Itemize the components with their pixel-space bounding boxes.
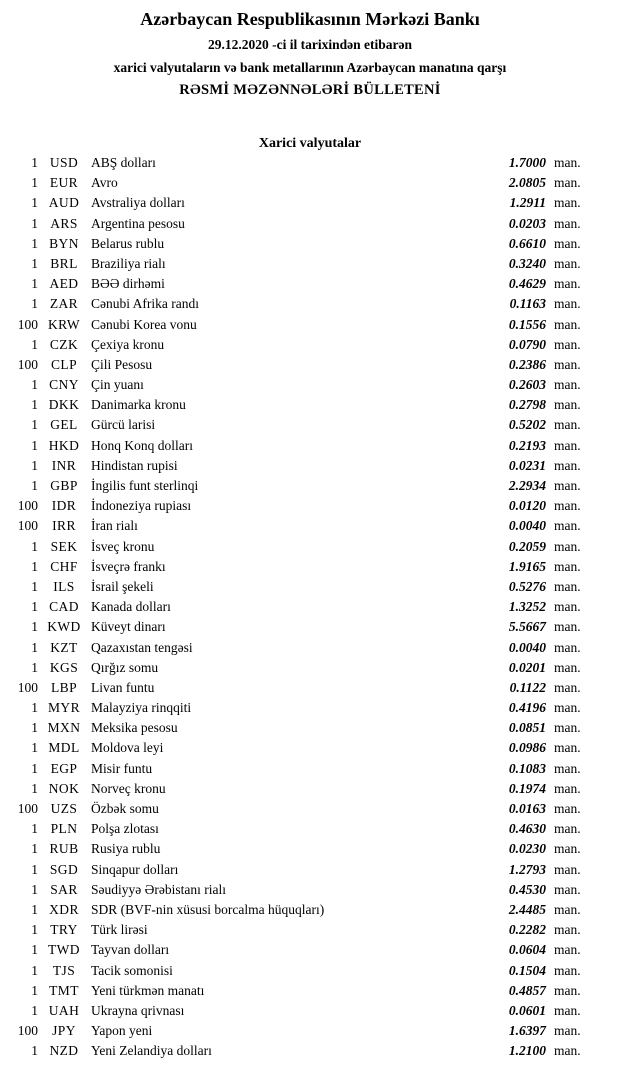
rate-unit: man. <box>554 215 581 231</box>
rate-value: 1.3252 <box>508 599 546 615</box>
currency-quantity: 1 <box>31 1002 38 1018</box>
rate-row <box>8 294 590 314</box>
rate-value: 0.2798 <box>508 397 546 413</box>
rate-row <box>8 698 590 718</box>
currency-code: CAD <box>49 599 79 615</box>
currency-quantity: 1 <box>31 942 38 958</box>
currency-quantity: 1 <box>31 296 38 312</box>
currency-code: AED <box>49 276 79 292</box>
rate-value: 0.0230 <box>508 841 546 857</box>
currency-code: CHF <box>50 558 78 574</box>
rate-value: 5.5667 <box>508 619 546 635</box>
currency-name: BƏƏ dirhəmi <box>91 276 165 292</box>
rate-value: 0.1122 <box>509 679 546 695</box>
rate-value: 0.0604 <box>508 942 546 958</box>
rate-value: 0.0163 <box>508 801 546 816</box>
rate-unit: man. <box>554 195 581 211</box>
currency-quantity: 1 <box>31 760 38 776</box>
currency-code: SGD <box>49 861 79 877</box>
currency-code: JPY <box>52 1023 76 1039</box>
currency-name: Yeni türkmən manatı <box>91 982 205 998</box>
rate-value: 0.0851 <box>508 720 546 736</box>
subtitle-line: xarici valyutaların və bank metallarının Azərbaycan manatına qarşı <box>113 60 507 75</box>
currency-code: KWD <box>47 619 81 635</box>
rate-row <box>8 920 590 940</box>
currency-code: HKD <box>48 437 80 453</box>
currency-quantity: 1 <box>31 175 38 191</box>
rate-unit: man. <box>554 437 581 453</box>
currency-code: AUD <box>48 195 80 211</box>
rate-value: 0.4530 <box>508 881 546 897</box>
rate-row <box>8 839 590 859</box>
currency-name: İndoneziya rupiası <box>91 498 192 514</box>
currency-code: MDL <box>48 740 80 756</box>
rate-value: 0.0040 <box>508 518 546 534</box>
rate-row <box>8 193 590 213</box>
rate-unit: man. <box>554 901 581 917</box>
currency-code: INR <box>51 457 77 473</box>
rate-unit: man. <box>554 1043 581 1059</box>
rate-unit: man. <box>554 922 581 938</box>
rate-row <box>8 799 590 819</box>
currency-name: Türk lirəsi <box>91 922 148 938</box>
rate-value: 2.2934 <box>508 478 546 493</box>
currency-name: İsrail şekeli <box>91 578 154 594</box>
currency-code: EUR <box>49 175 79 191</box>
currency-quantity: 1 <box>31 740 38 756</box>
currency-quantity: 1 <box>31 619 38 635</box>
currency-code: GEL <box>50 417 78 433</box>
currency-name: Avro <box>91 175 118 191</box>
currency-quantity: 1 <box>31 558 38 574</box>
currency-code: ILS <box>53 578 75 594</box>
currency-name: İran rialı <box>91 518 138 534</box>
rate-value: 0.2386 <box>508 356 546 372</box>
currency-name: Moldova leyi <box>91 740 164 756</box>
currency-quantity: 1 <box>31 276 38 292</box>
rate-value: 0.4630 <box>508 821 546 837</box>
currency-quantity: 1 <box>31 437 38 453</box>
rate-row <box>8 315 590 335</box>
currency-code: ZAR <box>49 296 79 312</box>
currency-quantity: 1 <box>31 336 38 352</box>
currency-name: Sinqapur dolları <box>91 861 179 877</box>
rate-row <box>8 819 590 839</box>
currency-code: TWD <box>48 942 80 958</box>
currency-quantity: 1 <box>31 962 38 978</box>
currency-name: Belarus rublu <box>91 235 165 251</box>
rate-value: 0.0040 <box>508 639 546 655</box>
rate-row <box>8 375 590 395</box>
rate-row <box>8 638 590 658</box>
currency-name: Hindistan rupisi <box>91 457 178 473</box>
currency-code: USD <box>49 155 79 170</box>
rate-value: 0.4629 <box>508 276 546 292</box>
rate-row <box>8 779 590 799</box>
currency-code: PLN <box>50 821 78 837</box>
rate-row <box>8 234 590 254</box>
currency-quantity: 1 <box>31 821 38 837</box>
currency-quantity: 1 <box>31 155 38 170</box>
currency-code: NZD <box>49 1043 79 1059</box>
rate-unit: man. <box>554 255 581 271</box>
rate-value: 0.1556 <box>508 316 546 332</box>
rate-unit: man. <box>554 356 581 372</box>
currency-quantity: 1 <box>31 841 38 857</box>
currency-name: Ukrayna qrivnası <box>91 1002 185 1018</box>
rate-unit: man. <box>554 720 581 736</box>
currency-name: Çexiya kronu <box>91 336 165 352</box>
rate-unit: man. <box>554 538 581 554</box>
currency-code: GBP <box>50 478 78 493</box>
currency-quantity: 100 <box>17 1023 38 1039</box>
currency-quantity: 1 <box>31 881 38 897</box>
currency-code: IDR <box>51 498 77 514</box>
currency-quantity: 1 <box>31 417 38 433</box>
rate-value: 2.4485 <box>508 901 546 917</box>
currency-quantity: 100 <box>17 801 38 816</box>
currency-code: XDR <box>49 901 79 917</box>
rate-row <box>8 961 590 981</box>
rate-row <box>8 577 590 597</box>
rate-unit: man. <box>554 1002 581 1018</box>
currency-code: NOK <box>48 780 80 796</box>
currency-code: UZS <box>50 801 78 816</box>
rate-value: 1.9165 <box>508 558 546 574</box>
rate-value: 0.3240 <box>508 255 546 271</box>
rate-value: 0.1974 <box>508 780 546 796</box>
rate-value: 0.0231 <box>508 457 546 473</box>
currency-code: UAH <box>48 1002 80 1018</box>
rate-row <box>8 1041 590 1061</box>
currency-name: Çin yuanı <box>91 377 144 393</box>
rate-row <box>8 355 590 375</box>
rate-value: 0.4857 <box>508 982 546 998</box>
rate-unit: man. <box>554 821 581 837</box>
rate-unit: man. <box>554 1023 581 1039</box>
rate-row <box>8 153 590 173</box>
rate-value: 0.4196 <box>508 700 546 716</box>
rate-unit: man. <box>554 417 581 433</box>
rate-unit: man. <box>554 316 581 332</box>
currency-quantity: 1 <box>31 639 38 655</box>
rate-row <box>8 557 590 577</box>
rate-row <box>8 718 590 738</box>
currency-quantity: 100 <box>17 679 38 695</box>
currency-name: Avstraliya dolları <box>91 195 185 211</box>
currency-code: BYN <box>49 235 79 251</box>
currency-name: Cənubi Korea vonu <box>91 316 197 332</box>
section-title-foreign-currencies: Xarici valyutalar <box>258 136 362 151</box>
rate-value: 0.0201 <box>508 659 546 675</box>
currency-name: Polşa zlotası <box>91 821 159 837</box>
rate-unit: man. <box>554 155 581 170</box>
currency-name: Misir funtu <box>91 760 153 776</box>
currency-code: TJS <box>52 962 76 978</box>
rate-row <box>8 880 590 900</box>
currency-quantity: 1 <box>31 700 38 716</box>
rate-row <box>8 537 590 557</box>
currency-code: IRR <box>52 518 76 534</box>
currency-quantity: 1 <box>31 235 38 251</box>
rate-row <box>8 617 590 637</box>
currency-name: Tayvan dolları <box>91 942 170 958</box>
rate-row <box>8 516 590 536</box>
rate-value: 0.5202 <box>508 417 546 433</box>
currency-name: Livan funtu <box>91 679 155 695</box>
rate-unit: man. <box>554 296 581 312</box>
rate-row <box>8 597 590 617</box>
currency-code: CZK <box>49 336 79 352</box>
rate-row <box>8 658 590 678</box>
currency-name: Özbək somu <box>91 801 159 816</box>
currency-quantity: 1 <box>31 780 38 796</box>
rate-row <box>8 900 590 920</box>
currency-name: Honq Konq dolları <box>91 437 193 453</box>
effective-date-line: 29.12.2020 -ci il tarixindən etibarən <box>208 37 412 52</box>
rate-unit: man. <box>554 700 581 716</box>
currency-code: ARS <box>50 215 78 231</box>
rate-row <box>8 436 590 456</box>
rate-value: 0.2059 <box>508 538 546 554</box>
rate-unit: man. <box>554 942 581 958</box>
rate-value: 0.0601 <box>508 1002 546 1018</box>
currency-quantity: 1 <box>31 457 38 473</box>
currency-name: ABŞ dolları <box>91 155 156 170</box>
currency-name: Çili Pesosu <box>91 356 153 372</box>
currency-name: İngilis funt sterlinqi <box>91 478 199 493</box>
rate-row <box>8 940 590 960</box>
rate-unit: man. <box>554 881 581 897</box>
rate-unit: man. <box>554 659 581 675</box>
rate-unit: man. <box>554 962 581 978</box>
rate-row <box>8 476 590 496</box>
rate-unit: man. <box>554 841 581 857</box>
rate-row <box>8 1021 590 1041</box>
rate-row <box>8 860 590 880</box>
rate-row <box>8 678 590 698</box>
rate-unit: man. <box>554 619 581 635</box>
currency-code: DKK <box>48 397 80 413</box>
currency-code: BRL <box>50 255 78 271</box>
rate-value: 1.2911 <box>509 195 546 211</box>
rate-unit: man. <box>554 780 581 796</box>
currency-quantity: 1 <box>31 215 38 231</box>
rate-unit: man. <box>554 760 581 776</box>
currency-name: Kanada dolları <box>91 599 171 615</box>
currency-name: Səudiyyə Ərəbistanı rialı <box>91 881 226 897</box>
currency-name: Küveyt dinarı <box>91 619 166 635</box>
currency-code: SAR <box>50 881 78 897</box>
currency-quantity: 1 <box>31 599 38 615</box>
rate-value: 0.0790 <box>508 336 546 352</box>
rate-unit: man. <box>554 498 581 514</box>
currency-name: Cənubi Afrika randı <box>91 296 199 312</box>
rate-value: 0.5276 <box>508 578 546 594</box>
rate-row <box>8 1001 590 1021</box>
rate-unit: man. <box>554 639 581 655</box>
currency-name: Meksika pesosu <box>91 720 178 736</box>
rate-row <box>8 456 590 476</box>
rate-unit: man. <box>554 740 581 756</box>
currency-name: Malayziya rinqqiti <box>91 700 192 716</box>
rate-unit: man. <box>554 518 581 534</box>
currency-code: CLP <box>51 356 77 372</box>
currency-quantity: 100 <box>17 498 38 514</box>
rate-row <box>8 274 590 294</box>
rate-unit: man. <box>554 679 581 695</box>
currency-quantity: 1 <box>31 538 38 554</box>
currency-name: Yeni Zelandiya dolları <box>91 1043 212 1059</box>
currency-code: MXN <box>47 720 81 736</box>
currency-code: SEK <box>50 538 78 554</box>
rate-unit: man. <box>554 457 581 473</box>
currency-name: Braziliya rialı <box>91 255 166 271</box>
currency-name: Yapon yeni <box>91 1023 153 1039</box>
rate-row <box>8 981 590 1001</box>
currency-name: İsveçrə frankı <box>91 558 166 574</box>
rate-unit: man. <box>554 801 581 816</box>
currency-name: Qırğız somu <box>91 659 159 675</box>
rate-row <box>8 395 590 415</box>
currency-code: TRY <box>50 922 78 938</box>
currency-quantity: 1 <box>31 255 38 271</box>
rate-unit: man. <box>554 397 581 413</box>
page-title: Azərbaycan Respublikasının Mərkəzi Bankı <box>140 9 480 29</box>
rate-row <box>8 415 590 435</box>
currency-quantity: 1 <box>31 861 38 877</box>
currency-quantity: 1 <box>31 982 38 998</box>
currency-name: Gürcü larisi <box>91 417 156 433</box>
rate-value: 0.6610 <box>508 235 546 251</box>
rate-value: 0.2282 <box>508 922 546 938</box>
rate-unit: man. <box>554 377 581 393</box>
rate-value: 1.7000 <box>508 155 546 170</box>
currency-quantity: 100 <box>17 518 38 534</box>
rate-row <box>8 173 590 193</box>
currency-quantity: 1 <box>31 478 38 493</box>
rate-value: 1.2100 <box>508 1043 546 1059</box>
rate-value: 1.6397 <box>508 1023 546 1039</box>
currency-quantity: 100 <box>17 356 38 372</box>
rate-row <box>8 254 590 274</box>
currency-code: MYR <box>48 700 80 716</box>
rate-value: 0.0203 <box>508 215 546 231</box>
currency-quantity: 1 <box>31 195 38 211</box>
currency-code: TMT <box>49 982 79 998</box>
rate-row <box>8 738 590 758</box>
rate-unit: man. <box>554 276 581 292</box>
exchange-rates-table <box>0 153 620 1061</box>
currency-code: LBP <box>51 679 77 695</box>
currency-name: SDR (BVF-nin xüsusi borcalma hüquqları) <box>91 901 325 917</box>
rate-value: 1.2793 <box>508 861 546 877</box>
currency-code: KRW <box>48 316 80 332</box>
rate-unit: man. <box>554 982 581 998</box>
bulletin-title: RƏSMİ MƏZƏNNƏLƏRİ BÜLLETENİ <box>179 82 441 98</box>
currency-name: Qazaxıstan tengəsi <box>91 639 193 655</box>
currency-quantity: 1 <box>31 659 38 675</box>
currency-quantity: 1 <box>31 901 38 917</box>
currency-name: Rusiya rublu <box>91 841 161 857</box>
rate-value: 0.1504 <box>508 962 546 978</box>
currency-name: Tacik somonisi <box>91 962 173 978</box>
currency-quantity: 1 <box>31 922 38 938</box>
rate-unit: man. <box>554 336 581 352</box>
currency-name: Danimarka kronu <box>91 397 186 413</box>
rate-value: 0.1163 <box>509 296 546 312</box>
currency-code: KGS <box>49 659 79 675</box>
currency-quantity: 1 <box>31 377 38 393</box>
rate-row <box>8 335 590 355</box>
currency-quantity: 1 <box>31 578 38 594</box>
rate-value: 0.0120 <box>508 498 546 514</box>
rate-unit: man. <box>554 478 581 493</box>
currency-quantity: 1 <box>31 720 38 736</box>
currency-code: CNY <box>49 377 79 393</box>
rate-unit: man. <box>554 599 581 615</box>
rate-unit: man. <box>554 578 581 594</box>
rate-row <box>8 759 590 779</box>
currency-name: Norveç kronu <box>91 780 166 796</box>
currency-quantity: 100 <box>17 316 38 332</box>
rate-unit: man. <box>554 558 581 574</box>
rate-unit: man. <box>554 861 581 877</box>
rate-row <box>8 214 590 234</box>
rate-unit: man. <box>554 175 581 191</box>
rate-value: 2.0805 <box>508 175 546 191</box>
currency-quantity: 1 <box>31 397 38 413</box>
currency-code: RUB <box>49 841 79 857</box>
currency-name: Argentina pesosu <box>91 215 185 231</box>
currency-code: KZT <box>50 639 78 655</box>
currency-code: EGP <box>50 760 78 776</box>
rate-value: 0.0986 <box>508 740 546 756</box>
rate-value: 0.1083 <box>508 760 546 776</box>
rate-value: 0.2603 <box>508 377 546 393</box>
rate-row <box>8 496 590 516</box>
currency-quantity: 1 <box>31 1043 38 1059</box>
rate-unit: man. <box>554 235 581 251</box>
rate-value: 0.2193 <box>508 437 546 453</box>
currency-name: İsveç kronu <box>91 538 155 554</box>
